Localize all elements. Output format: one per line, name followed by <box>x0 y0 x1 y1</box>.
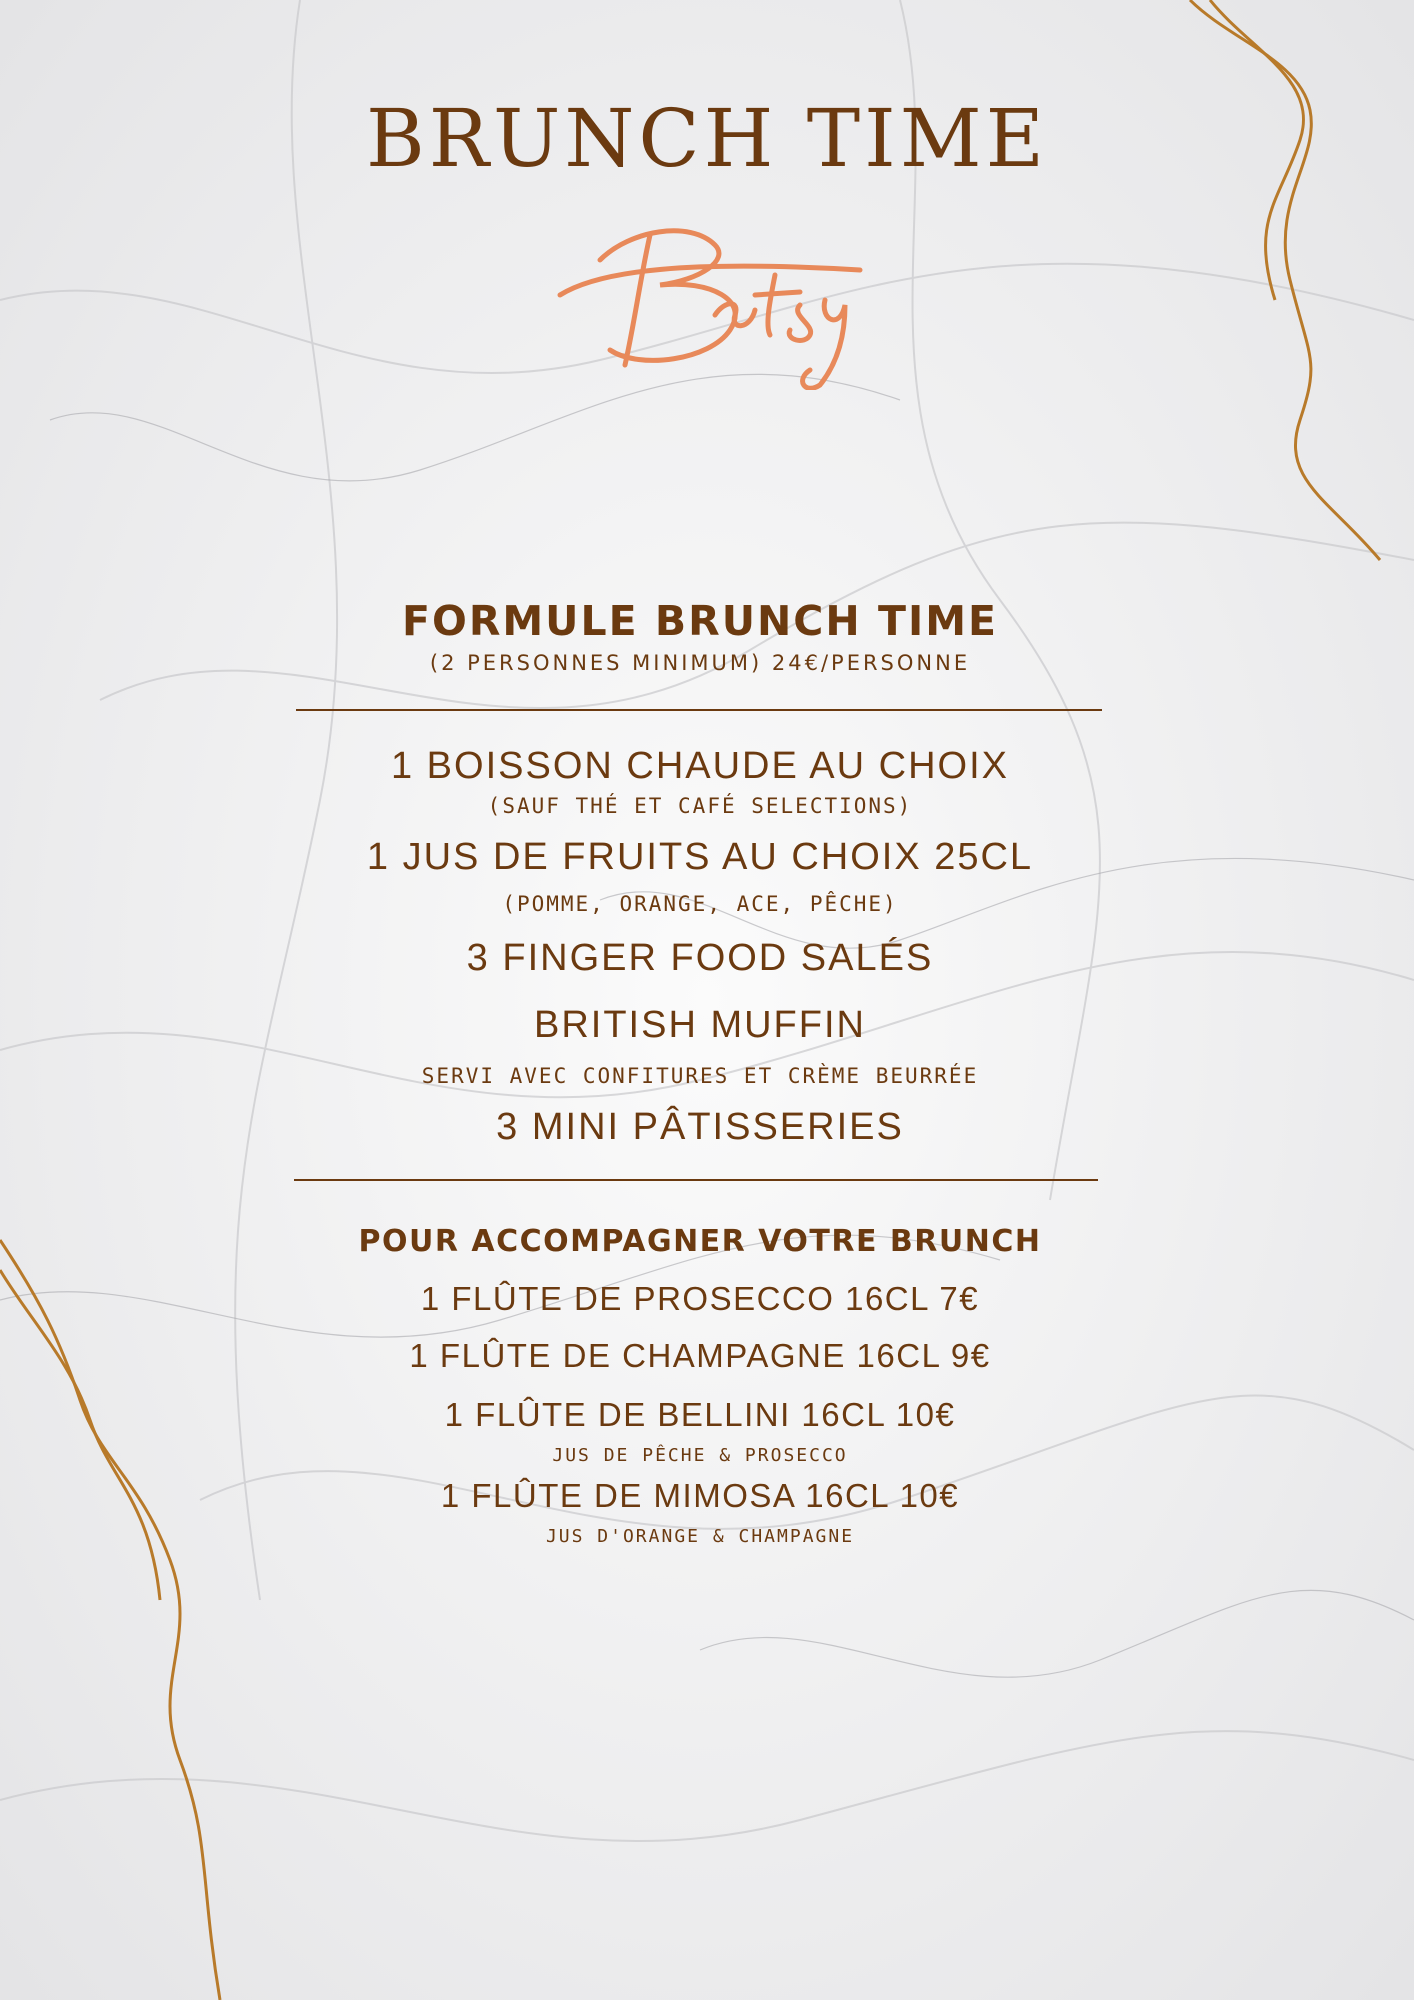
accompagner-title: POUR ACCOMPAGNER VOTRE BRUNCH <box>358 1224 1042 1259</box>
drink-item: 1 FLÛTE DE MIMOSA 16CL 10€ <box>440 1477 960 1514</box>
drink-item-note: JUS DE PÊCHE & PROSECCO <box>552 1445 848 1466</box>
formule-subtitle: (2 PERSONNES MINIMUM) 24€/PERSONNE <box>429 651 971 675</box>
formule-title: FORMULE BRUNCH TIME <box>401 597 999 645</box>
formule-item: 1 JUS DE FRUITS AU CHOIX 25CL <box>366 836 1034 878</box>
formule-item: BRITISH MUFFIN <box>534 1004 866 1046</box>
formule-item: 3 FINGER FOOD SALÉS <box>466 937 934 979</box>
betsy-logo <box>540 200 880 390</box>
drink-item-note: JUS D'ORANGE & CHAMPAGNE <box>545 1526 855 1547</box>
formule-item-note: (SAUF THÉ ET CAFÉ SELECTIONS) <box>487 794 913 818</box>
formule-item: 1 BOISSON CHAUDE AU CHOIX <box>390 745 1009 787</box>
formule-item-note: SERVI AVEC CONFITURES ET CRÈME BEURRÉE <box>421 1064 979 1088</box>
formule-item: 3 MINI PÂTISSERIES <box>496 1106 904 1148</box>
page-title: BRUNCH TIME <box>365 92 1049 185</box>
divider-top <box>296 709 1102 711</box>
formule-item-note: (POMME, ORANGE, ACE, PÊCHE) <box>502 892 898 916</box>
drink-item: 1 FLÛTE DE CHAMPAGNE 16CL 9€ <box>409 1337 991 1374</box>
divider-bottom <box>294 1179 1098 1181</box>
drink-item: 1 FLÛTE DE BELLINI 16CL 10€ <box>444 1396 956 1433</box>
drink-item: 1 FLÛTE DE PROSECCO 16CL 7€ <box>420 1280 980 1317</box>
